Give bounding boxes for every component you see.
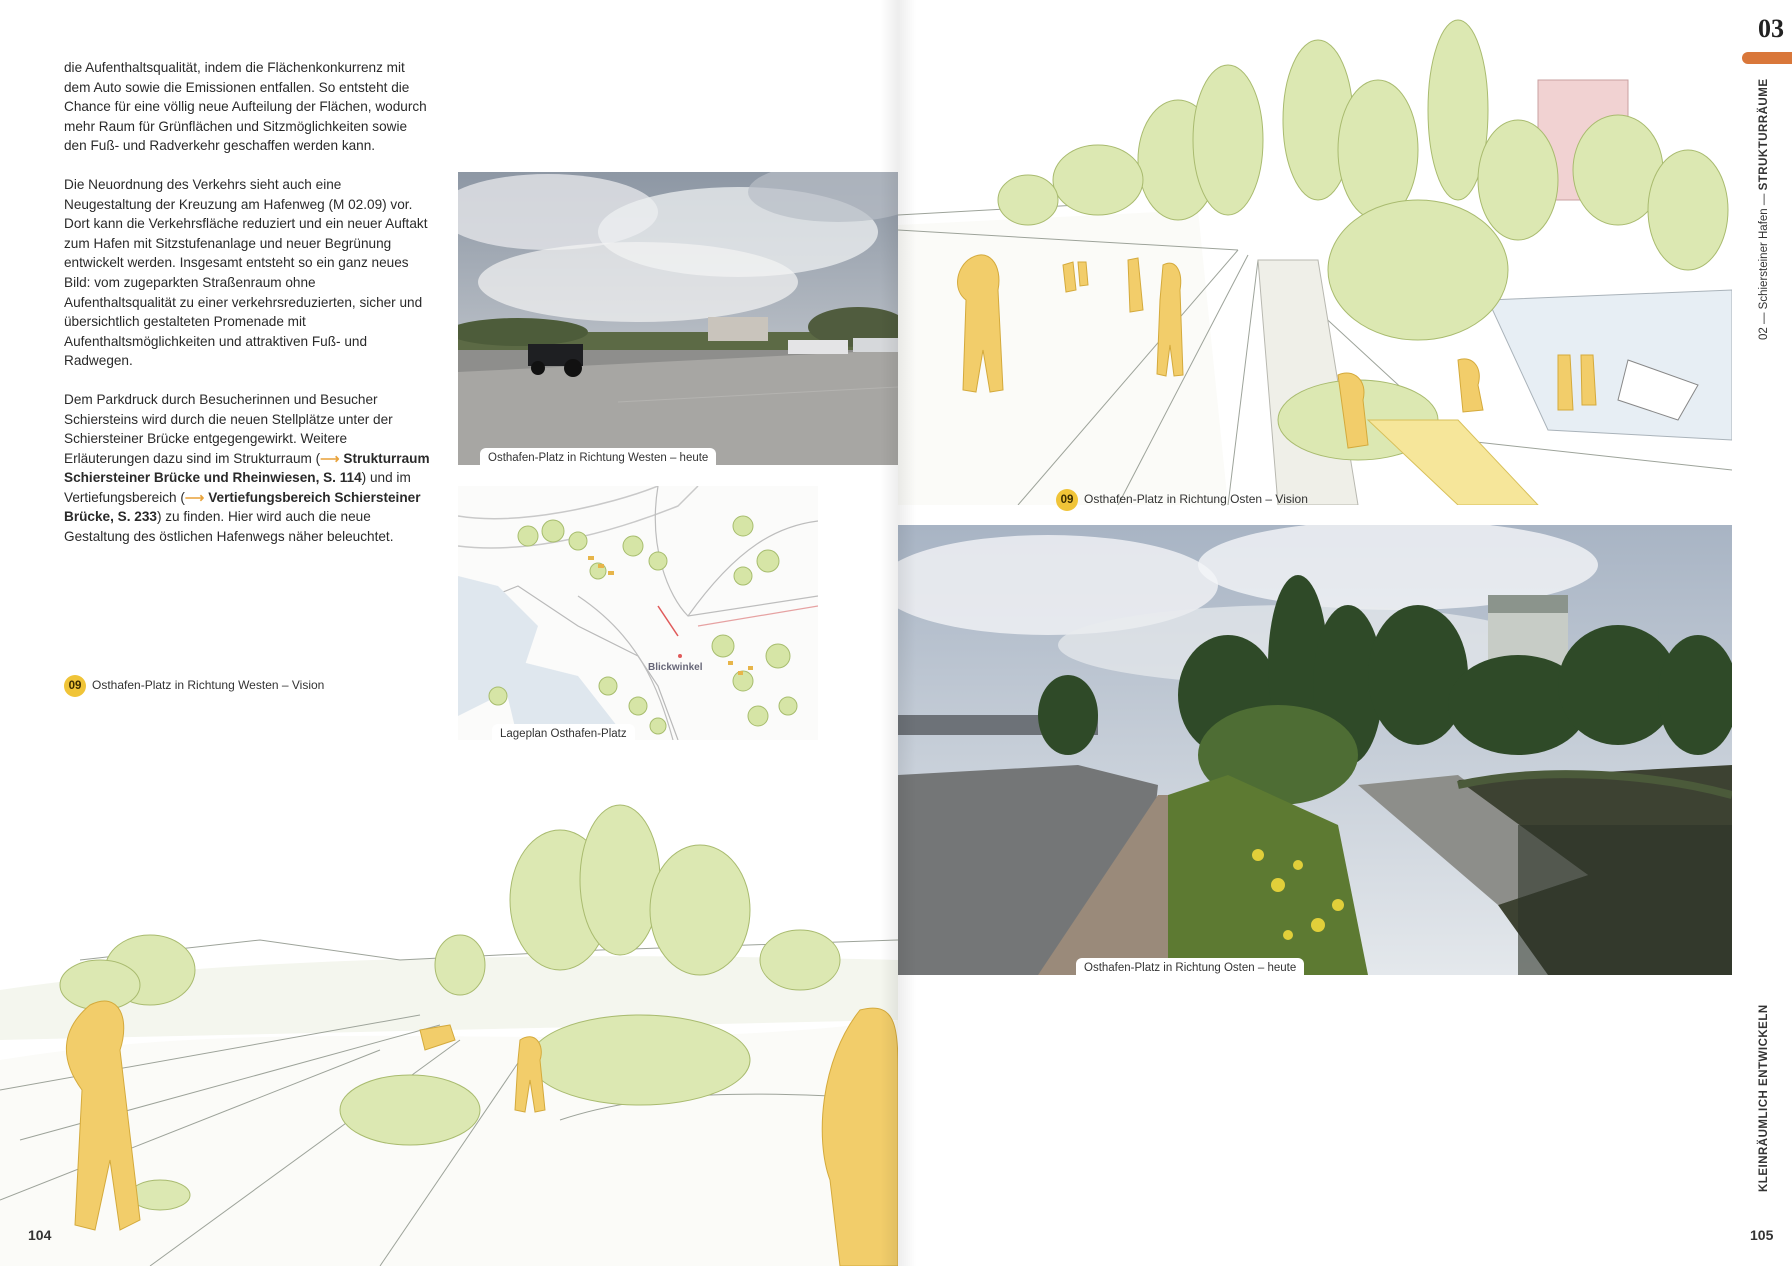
- photo-west-today-image: [458, 172, 898, 465]
- photo-east-today: [898, 525, 1732, 975]
- arrow-icon: ⟶: [320, 450, 340, 466]
- paragraph-3: Dem Parkdruck durch Besucherinnen und Besucher Schiersteins wird durch die neuen Stellplätze unter der Schiersteiner Brücke entgegengewirkt. Weitere Erläuterungen dazu sind im Strukturraum (⟶ Strukturraum Schiersteiner Brücke und Rheinwiesen, S. 114) und im Vertiefungsbereich (⟶ Vertiefungsbereich Schiersteiner Brücke, S. 233) zu finden. Hier wird auch die neue Gestaltung des östlichen Hafenwegs näher beleuchtet.: [64, 391, 430, 545]
- link-strukturraum[interactable]: Strukturraum Schiersteiner Brücke und Rheinwiesen, S. 114: [64, 450, 430, 486]
- site-map: [458, 486, 818, 740]
- photo-west-caption: Osthafen-Platz in Richtung Westen – heute: [480, 448, 716, 467]
- body-text: [64, 58, 430, 566]
- vision-west-caption: 09 Osthafen-Platz in Richtung Westen – Vision: [64, 675, 324, 697]
- side-section-label: 02 — Schiersteiner Hafen — STRUKTURRÄUME: [1758, 78, 1770, 340]
- figure-number-badge: 09: [64, 675, 86, 697]
- paragraph-1: die Aufenthaltsqualität, indem die Flächenkonkurrenz mit dem Auto sowie die Emissionen entfallen. So entsteht die Chance für eine völlig neue Aufteilung der Flächen, wodurch mehr Raum für Grünflächen und Sitzmöglichkeiten sowie den Fuß- und Radverkehr geschaffen werden kann.: [64, 60, 427, 154]
- page-number-right: 105: [1750, 1227, 1774, 1243]
- arrow-icon: ⟶: [184, 489, 205, 505]
- vision-east-caption: 09 Osthafen-Platz in Richtung Osten – Vision: [1056, 489, 1308, 511]
- vision-west-drawing: [0, 760, 898, 1266]
- blickwinkel-label: Blickwinkel: [648, 662, 703, 673]
- site-map-drawing: [458, 486, 818, 740]
- vision-west-illustration: [0, 760, 898, 1266]
- photo-east-caption: Osthafen-Platz in Richtung Osten – heute: [1076, 958, 1304, 977]
- side-chapter-label: KLEINRÄUMLICH ENTWICKELN: [1758, 1004, 1770, 1192]
- vision-east-illustration: [898, 0, 1732, 505]
- paragraph-2: Die Neuordnung des Verkehrs sieht auch eine Neugestaltung der Kreuzung am Hafenweg (M 02.09) vor. Dort kann die Verkehrsfläche reduziert und ein neuer Auftakt zum Hafen mit Sitzstufenanlage und neuer Begrünung entwickelt werden. Insgesamt entsteht so ein ganz neues Bild: vom zugeparkten Straßenraum ohne Aufenthaltsqualität zu einer verkehrsreduzierten, sicher und übersichtlich gestalteten Promenade mit Aufenthaltsmöglichkeiten und attraktiven Fuß- und Radwegen.: [64, 176, 428, 369]
- page-number-left: 104: [28, 1227, 52, 1243]
- photo-east-today-image: [898, 525, 1732, 975]
- side-margin: [1734, 0, 1792, 1266]
- map-caption: Lageplan Osthafen-Platz: [492, 724, 635, 743]
- figure-number-badge: 09: [1056, 489, 1078, 511]
- link-vertiefungsbereich[interactable]: Vertiefungsbereich Schiersteiner Brücke, S. 233: [64, 489, 421, 525]
- right-page: [898, 0, 1792, 1266]
- chapter-number: 03: [1758, 14, 1784, 43]
- chapter-marker: [1742, 52, 1792, 64]
- photo-west-today: [458, 172, 898, 465]
- vision-east-drawing: [898, 0, 1732, 505]
